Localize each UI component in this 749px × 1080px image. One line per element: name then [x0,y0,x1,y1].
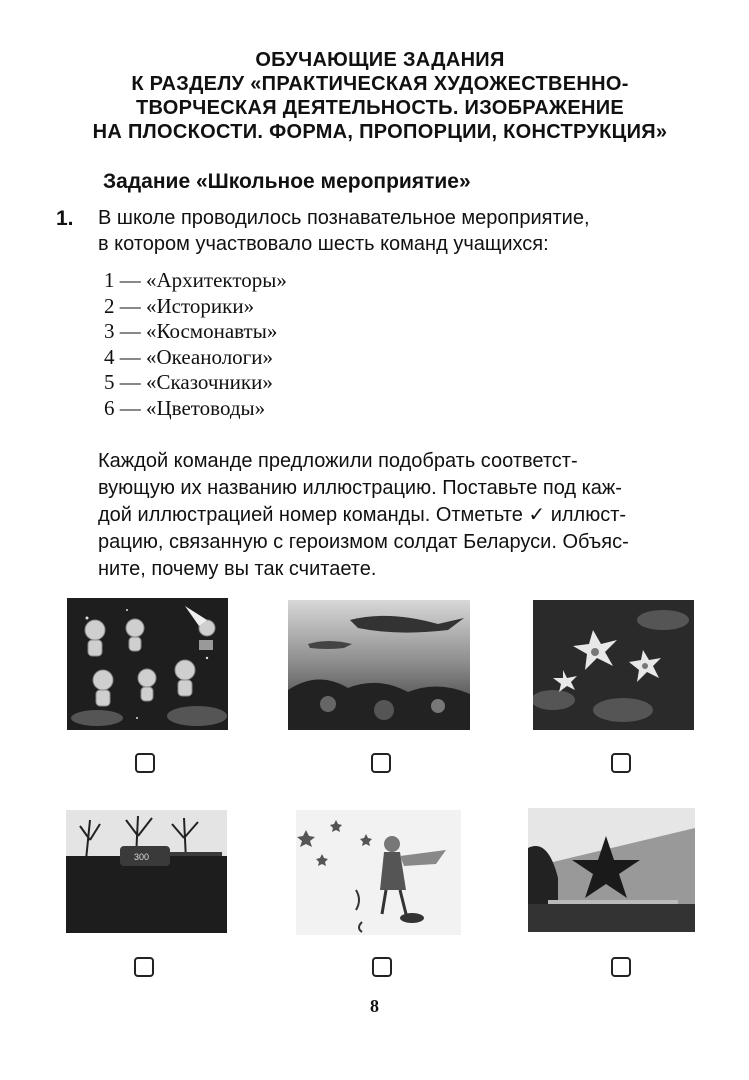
team-number-box-3[interactable] [611,753,631,773]
flowers-image [533,600,694,730]
team-item: 3 — «Космонавты» [104,319,278,343]
tank-monument-image [66,810,227,933]
question-number: 1. [56,207,74,230]
astronauts-image [67,598,228,730]
instruction-line-1: Каждой команде предложили подобрать соответст- [98,450,578,472]
underwater-image [288,600,470,730]
illustration-tank-monument [66,810,227,933]
illustration-astronauts [67,598,228,730]
tank-number-label: 300 [134,852,150,862]
fairy-tale-image [296,810,461,935]
instruction-line-3-end: иллюст- [550,504,627,526]
team-number-box-1[interactable] [135,753,155,773]
section-heading [40,48,720,144]
team-item: 6 — «Цветоводы» [104,395,266,420]
team-number-box-2[interactable] [371,753,391,773]
heading-line-3: ТВОРЧЕСКАЯ ДЕЯТЕЛЬНОСТЬ. ИЗОБРАЖЕНИЕ [135,97,625,119]
team-number-box-6[interactable] [611,957,631,977]
illustration-fairy-tale [296,810,461,935]
task-title: Задание «Школьное мероприятие» [103,170,471,193]
heading-line-4: НА ПЛОСКОСТИ. ФОРМА, ПРОПОРЦИИ, КОНСТРУКЦИЯ» [92,121,668,143]
instruction-line-4: рацию, связанную с героизмом солдат Беларуси. Объяс- [98,531,629,553]
instruction-line-5: ните, почему вы так считаете. [98,558,377,580]
team-item: 1 — «Архитекторы» [104,268,287,292]
instruction-line-3-start: дой иллюстрацией номер команды. Отметьте [98,504,523,526]
heading-line-2: К РАЗДЕЛУ «ПРАКТИЧЕСКАЯ ХУДОЖЕСТВЕННО- [131,73,629,95]
team-item: 5 — «Сказочники» [104,370,273,394]
team-number-box-5[interactable] [372,957,392,977]
instruction-line-2: вующую их названию иллюстрацию. Поставьте под каж- [98,477,622,499]
star-memorial-image [528,808,695,932]
teams-list [104,268,287,421]
check-mark-icon: ✓ [528,504,546,526]
heading-line-1: ОБУЧАЮЩИЕ ЗАДАНИЯ [255,49,505,71]
illustration-star-memorial [528,808,695,932]
page-number: 8 [370,996,379,1016]
question-line-1: В школе проводилось познавательное мероприятие, [98,207,590,229]
instruction-line-3 [98,502,698,529]
team-number-box-4[interactable] [134,957,154,977]
team-item: 2 — «Историки» [104,293,255,318]
team-item: 4 — «Океанологи» [104,344,274,369]
illustration-flowers [533,600,694,730]
question-line-2: в котором участвовало шесть команд учащихся: [98,233,549,255]
question-text [98,205,718,257]
instruction-text [98,448,698,583]
illustration-underwater [288,600,470,730]
